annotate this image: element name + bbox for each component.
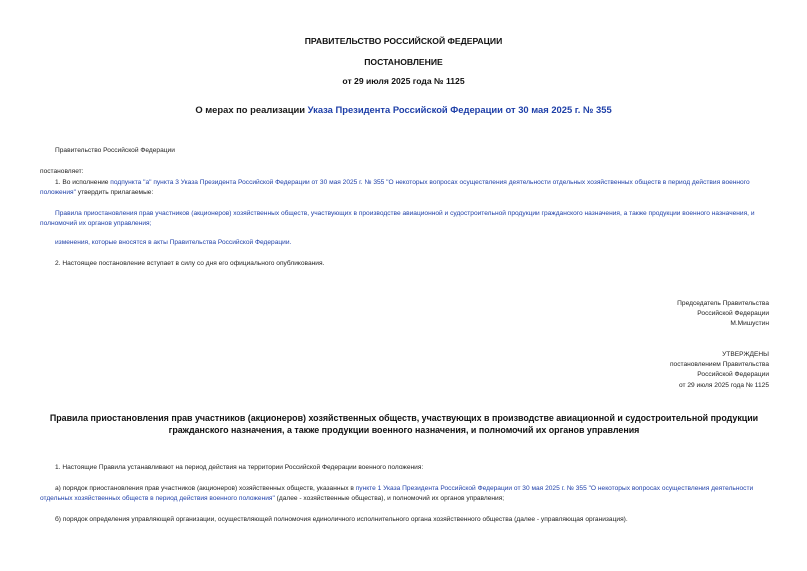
paragraph-2: 2. Настоящее постановление вступает в силу со дня его официального опубликования. <box>55 260 325 267</box>
paragraph-1-decree-link[interactable]: подпункта "а" пункта 3 Указа Президента Российской Федерации от 30 мая 2025 г. № 355 "О некоторых вопросах осуществления деятельности отдельных хозяйственных обществ в период действия военного положения" <box>40 179 750 197</box>
signature-line-1: Председатель Правительства <box>677 300 769 307</box>
approved-line-4: от 29 июля 2025 года № 1125 <box>679 381 769 389</box>
signature-block <box>677 299 769 330</box>
page-title <box>0 104 807 116</box>
government-heading: ПРАВИТЕЛЬСТВО РОССИЙСКОЙ ФЕДЕРАЦИИ <box>304 36 503 46</box>
resolves-text: постановляет: <box>40 168 84 175</box>
rules-document-link[interactable]: Правила приостановления прав участников (акционеров) хозяйственных обществ, участвующих в производстве авиационной и судостроительной продукции гражданского назначения, а также продукции военного назначения, и полномочий их органов управления; <box>40 210 755 228</box>
paragraph-1 <box>40 178 769 198</box>
signature-line-3: М.Мишустин <box>730 320 769 328</box>
changes-list-item <box>55 238 291 248</box>
rules-list-item <box>40 209 769 229</box>
rules-paragraph-a <box>40 484 769 504</box>
rules-paragraph-b: б) порядок определения управляющей организации, осуществляющей полномочия единоличного исполнительного органа хозяйственного общества (далее - управляющая организация). <box>55 516 628 523</box>
intro-text: Правительство Российской Федерации <box>55 147 175 154</box>
approved-line-2: постановлением Правительства <box>669 361 769 369</box>
approved-block <box>670 350 769 391</box>
document-date-number: от 29 июля 2025 года № 1125 <box>342 76 465 86</box>
changes-document-link[interactable]: изменения, которые вносятся в акты Правительства Российской Федерации. <box>55 239 292 246</box>
document-type: ПОСТАНОВЛЕНИЕ <box>364 57 443 67</box>
signature-line-2: Российской Федерации <box>697 310 769 318</box>
rules-paragraph-a-decree-link[interactable]: пункте 1 Указа Президента Российской Федерации от 30 мая 2025 г. № 355 "О некоторых вопросах осуществления деятельности отдельных хозяйственных обществ в период действия военного положения" <box>40 485 754 503</box>
title-decree-link[interactable]: Указа Президента Российской Федерации от 30 мая 2025 г. № 355 <box>307 104 612 115</box>
approved-line-1: УТВЕРЖДЕНЫ <box>722 351 769 358</box>
rules-paragraph-a-prefix: а) порядок приостановления прав участников (акционеров) хозяйственных обществ, указанных в <box>55 485 356 492</box>
paragraph-1-prefix: 1. Во исполнение <box>55 179 111 186</box>
approved-line-3: Российской Федерации <box>697 371 769 379</box>
rules-title: Правила приостановления прав участников (акционеров) хозяйственных обществ, участвующих в производстве авиационной и судостроительной продукции гражданского назначения, а также продукции военного назначения, и полномочий их органов управления <box>49 413 759 435</box>
paragraph-1-suffix: утвердить прилагаемые: <box>75 189 154 197</box>
rules-paragraph-1: 1. Настоящие Правила устанавливают на период действия на территории Российской Федерации военного положения: <box>55 464 424 471</box>
title-prefix: О мерах по реализации <box>195 104 308 115</box>
rules-paragraph-a-suffix: (далее - хозяйственные общества), и полномочий их органов управления; <box>274 495 505 503</box>
